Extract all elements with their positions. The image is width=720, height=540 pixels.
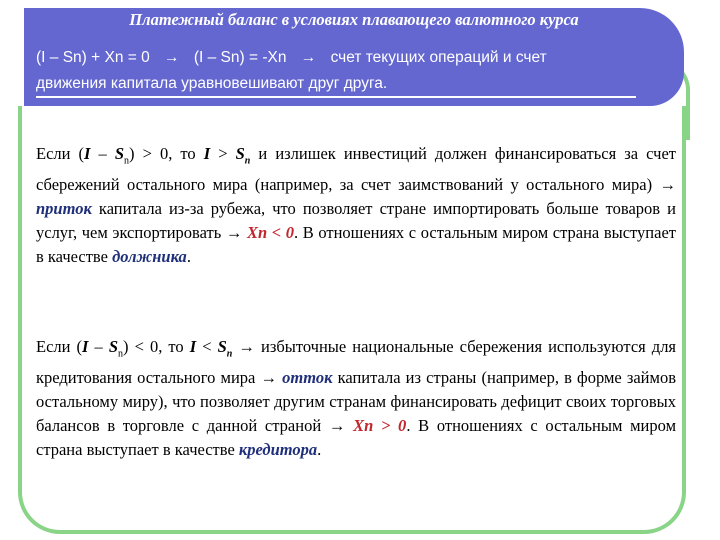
text: . В отношениях с остальным миром страна выступает в качестве	[36, 223, 676, 267]
header-formula	[36, 47, 656, 69]
paragraph-positive	[36, 142, 676, 269]
subscript: n	[226, 348, 233, 360]
header-divider	[36, 96, 636, 98]
emphasis-debtor: должника	[112, 247, 187, 267]
var-i: I	[189, 337, 197, 356]
text: . В отношениях с остальным миром страна выступает в качестве	[36, 416, 677, 460]
var-s: S	[217, 337, 227, 356]
header-subline: движения капитала уравновешивают друг друга.	[36, 75, 388, 92]
text: → избыточные национальные сбережения используются для кредитования остального мира →	[36, 337, 677, 388]
text: ) > 0, то	[129, 144, 204, 163]
text: Если (	[36, 337, 83, 356]
subscript: n	[244, 155, 251, 167]
page-title: Платежный баланс в условиях плавающего валютного курса	[129, 10, 579, 29]
text: ) < 0, то	[123, 337, 190, 356]
var-i: I	[203, 144, 211, 163]
text: <	[196, 337, 218, 356]
var-s: S	[108, 337, 119, 356]
emphasis-outflow: отток	[282, 368, 333, 388]
subscript: n	[124, 155, 130, 167]
text: –	[88, 337, 109, 356]
emphasis-xn-negative: Xn < 0	[246, 223, 294, 243]
var-s: S	[114, 144, 125, 163]
text: капитала из-за рубежа, что позволяет стране импортировать больше товаров и услуг, чем экспортировать →	[36, 199, 676, 243]
formula-mid: (I – Sn) = -Xn	[193, 49, 287, 66]
var-s: S	[235, 144, 245, 163]
text: Если (	[36, 144, 85, 163]
text: –	[90, 144, 115, 163]
text: >	[210, 144, 236, 163]
arrow-icon: →	[300, 49, 317, 66]
paragraph-negative	[36, 335, 676, 462]
text: капитала из страны (например, в форме займов остальному миру), что позволяет другим странам финансировать дефицит своих торговых балансов в торговле с данной страной →	[36, 368, 676, 436]
arrow-icon: →	[164, 49, 180, 66]
text: .	[317, 440, 322, 460]
text: .	[186, 247, 191, 267]
var-i: I	[82, 337, 89, 356]
formula-text: счет текущих операций и счет	[330, 49, 547, 66]
emphasis-xn-positive: Xn > 0	[353, 416, 407, 436]
subscript: n	[118, 348, 124, 360]
emphasis-inflow: приток	[36, 199, 92, 219]
var-i: I	[84, 144, 91, 163]
text: и излишек инвестиций должен финансироваться за счет сбережений остального мира (например, за счет заимствований у остального мира) →	[36, 144, 677, 195]
emphasis-creditor: кредитора	[238, 440, 318, 460]
formula-left: (I – Sn) + Xn = 0	[36, 49, 150, 66]
